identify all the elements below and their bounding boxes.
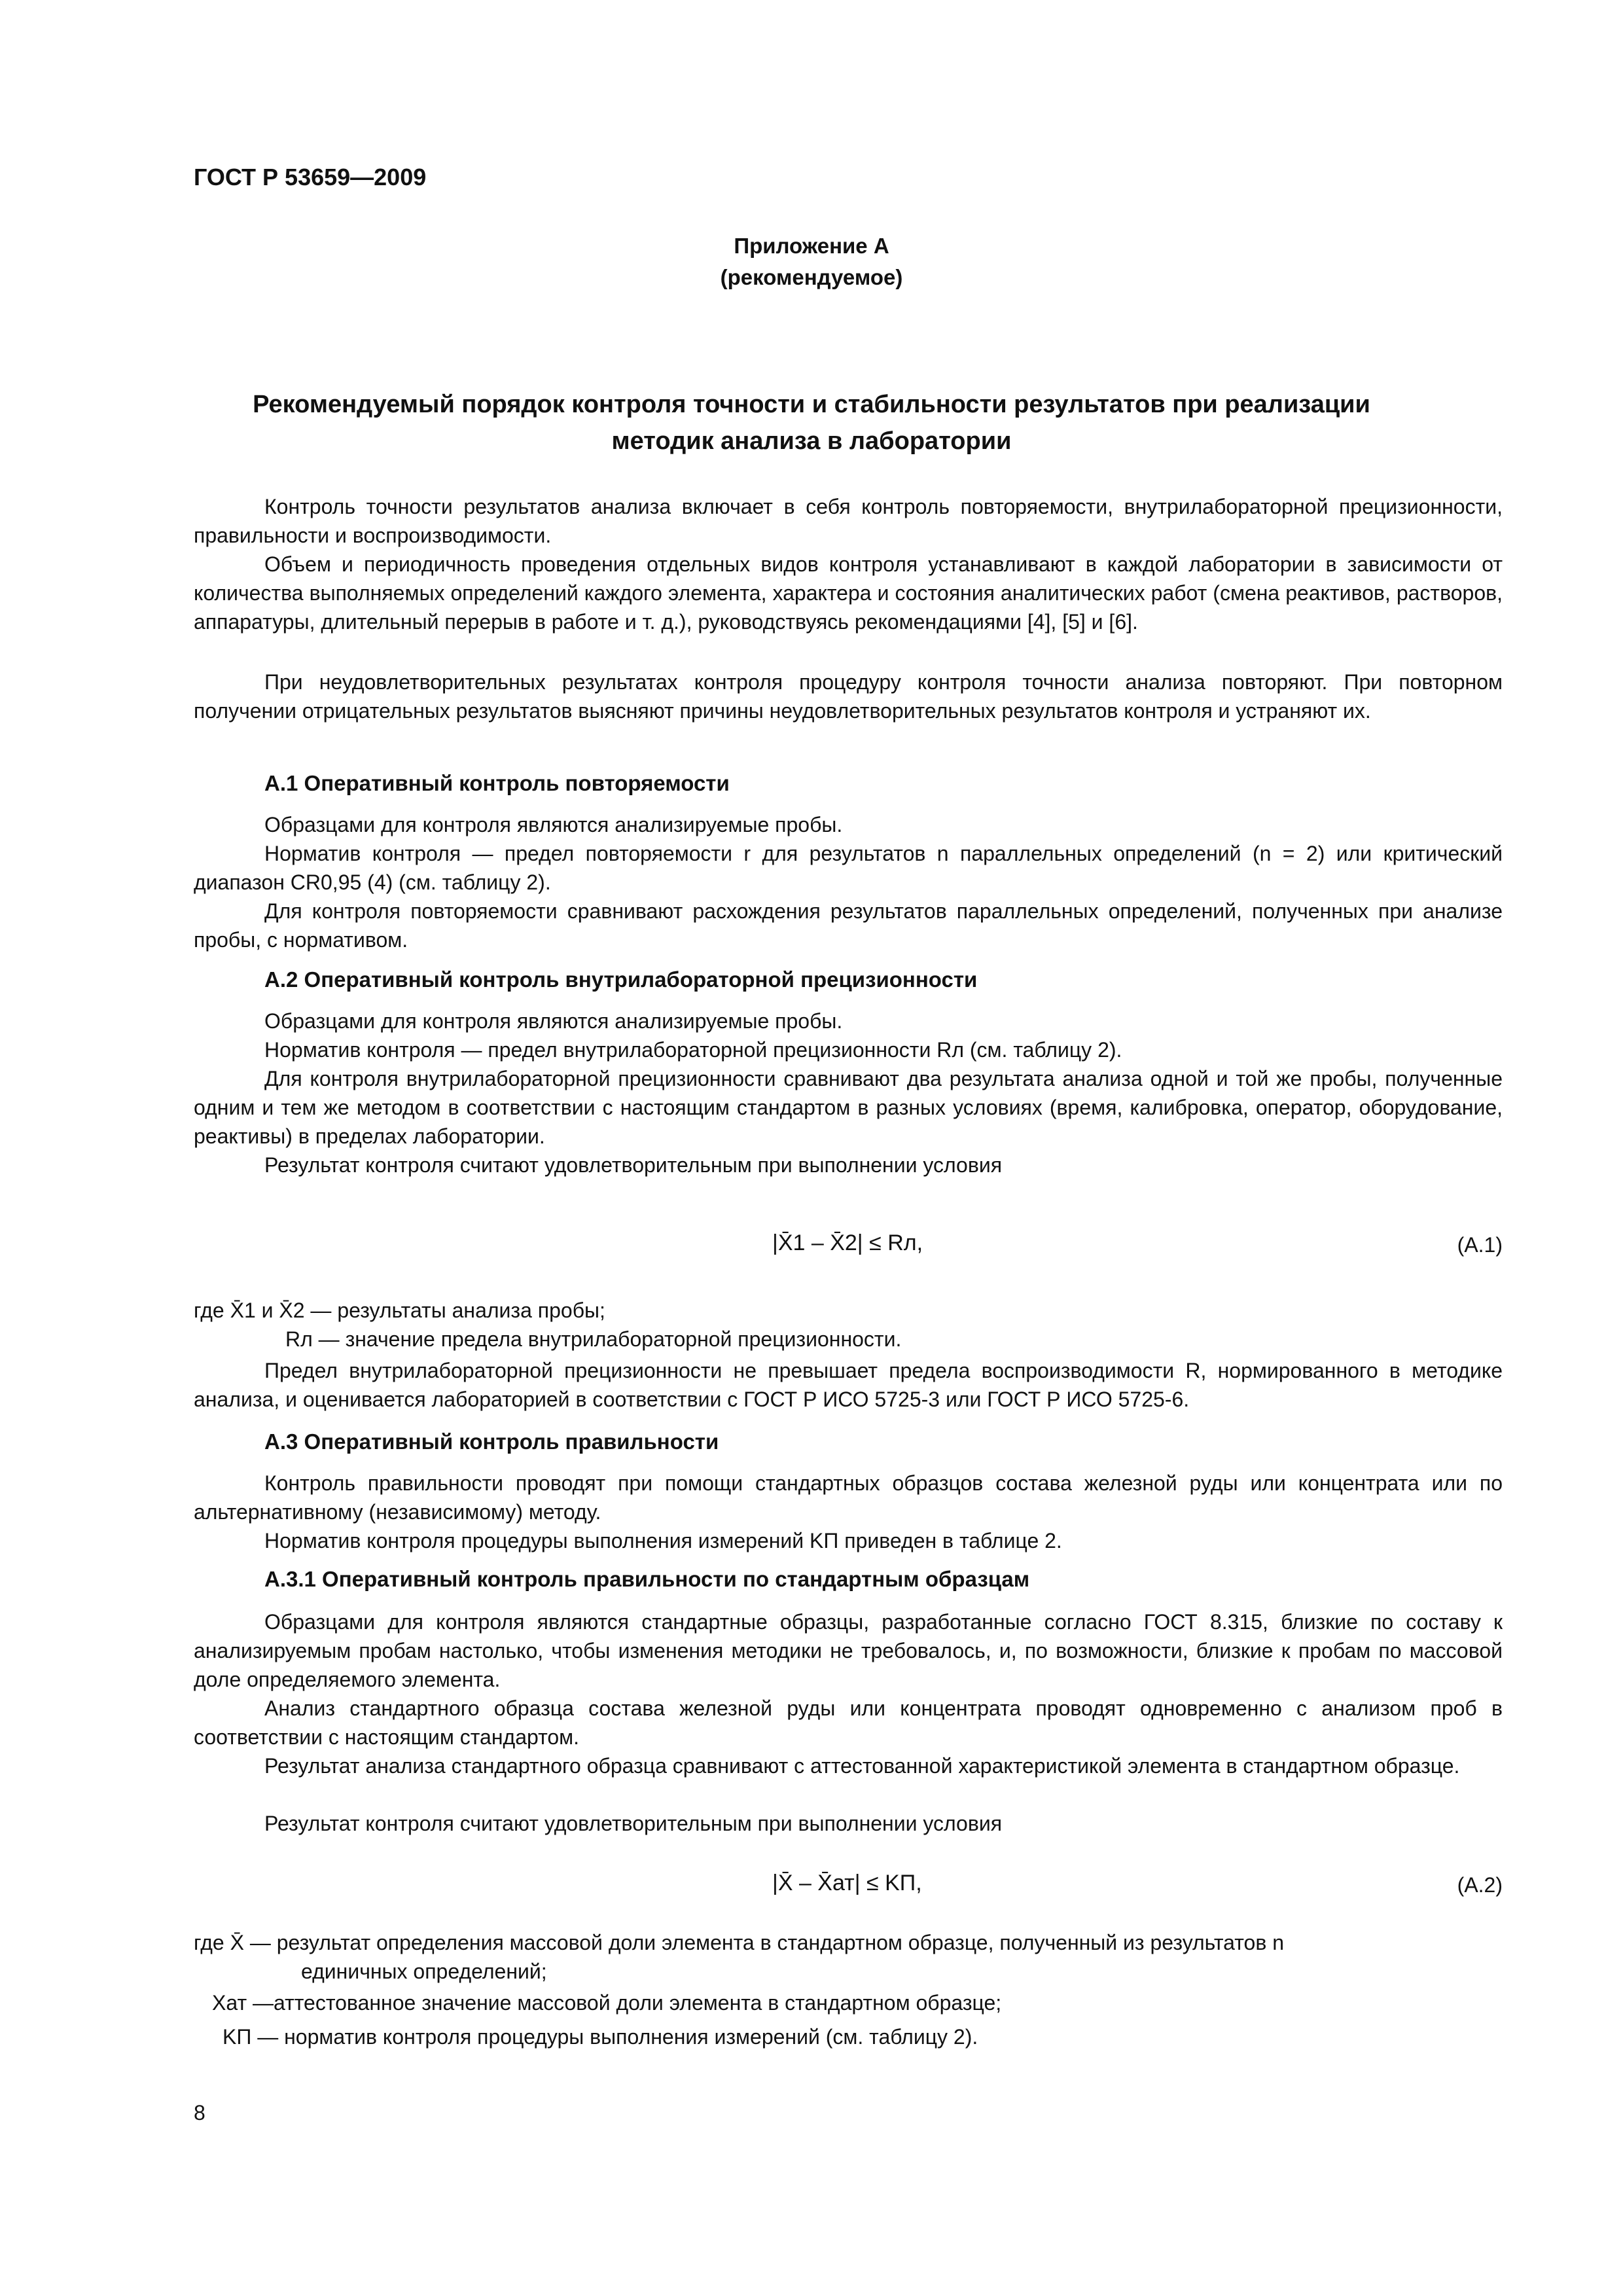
a31-paragraph-1: Образцами для контроля являются стандартные образцы, разработанные согласно ГОСТ 8.315, близкие по составу к анализируемым пробам настолько, чтобы изменения методики не требовалось, и, по возможности, близкие к пробам по массовой доле определяемого элемента.: [194, 1610, 1503, 1691]
a3-paragraph-2: Норматив контроля процедуры выполнения измерений KП приведен в таблице 2.: [264, 1529, 1062, 1552]
section-a2-heading: А.2 Оперативный контроль внутрилабораторной прецизионности: [264, 967, 978, 992]
intro-paragraph-2: Объем и периодичность проведения отдельных видов контроля устанавливают в каждой лаборатории в зависимости от количества выполняемых определений каждого элемента, характера и состояния аналитических работ (смена реактивов, растворов, аппаратуры, длительный перерыв в работе и т. д.), руководствуясь рекомендациями [4], [5] и [6].: [194, 552, 1503, 634]
a31-where-1b: единичных определений;: [301, 1960, 547, 1983]
intro-paragraph-3: При неудовлетворительных результатах контроля процедуру контроля точности анализа повторяют. При повторном получении отрицательных результатов выясняют причины неудовлетворительных результатов контроля и устраняют их.: [194, 670, 1503, 723]
section-a31-heading: А.3.1 Оперативный контроль правильности по стандартным образцам: [264, 1567, 1030, 1591]
a2-paragraph-3: Для контроля внутрилабораторной прецизионности сравнивают два результата анализа одной и той же пробы, полученные одним и тем же методом в соответствии с настоящим стандартом в разных условиях (время, калибровка, оператор, оборудование, реактивы) в пределах лаборатории.: [194, 1067, 1503, 1148]
a31-where-3: KП — норматив контроля процедуры выполнения измерений (см. таблицу 2).: [223, 2025, 978, 2049]
formula-a1-number: (А.1): [1457, 1233, 1503, 1257]
title-line-1: Рекомендуемый порядок контроля точности и стабильности результатов при реализации: [253, 391, 1370, 418]
a1-paragraph-1: Образцами для контроля являются анализируемые пробы.: [264, 813, 843, 836]
a31-paragraph-2: Анализ стандартного образца состава железной руды или концентрата проводят одновременно с анализом проб в соответствии с настоящим стандартом.: [194, 1696, 1503, 1749]
appendix-kind: (рекомендуемое): [720, 265, 903, 289]
section-a1-heading: А.1 Оперативный контроль повторяемости: [264, 771, 730, 795]
document-id: ГОСТ Р 53659—2009: [194, 164, 427, 190]
a2-where-1: где X̄1 и X̄2 — результаты анализа пробы;: [194, 1299, 605, 1322]
formula-a2: |X̄ – X̄ат| ≤ KП,: [772, 1871, 922, 1895]
appendix-label: Приложение А: [734, 234, 889, 258]
a1-paragraph-3: Для контроля повторяемости сравнивают расхождения результатов параллельных определений, полученных при анализе пробы, с нормативом.: [194, 899, 1503, 952]
a31-paragraph-4: Результат контроля считают удовлетворительным при выполнении условия: [264, 1812, 1003, 1835]
a1-paragraph-2: Норматив контроля — предел повторяемости r для результатов n параллельных определений (n = 2) или критический диапазон CR0,95 (4) (см. таблицу 2).: [194, 842, 1503, 894]
formula-a2-number: (А.2): [1457, 1873, 1503, 1897]
a2-paragraph-5: Предел внутрилабораторной прецизионности не превышает предела воспроизводимости R, нормированного в методике анализа, и оценивается лабораторией в соответствии с ГОСТ Р ИСО 5725-3 или ГОСТ Р ИСО 5725-6.: [194, 1359, 1503, 1411]
a31-where-1: где X̄ — результат определения массовой доли элемента в стандартном образце, полученный из результатов n: [194, 1931, 1284, 1954]
intro-paragraph-1: Контроль точности результатов анализа включает в себя контроль повторяемости, внутрилабораторной прецизионности, правильности и воспроизводимости.: [194, 495, 1503, 547]
section-a3-heading: А.3 Оперативный контроль правильности: [264, 1429, 719, 1454]
formula-a1: |X̄1 – X̄2| ≤ Rл,: [772, 1230, 923, 1255]
a31-where-2: Xат —аттестованное значение массовой доли элемента в стандартном образце;: [212, 1991, 1002, 2015]
a2-paragraph-1: Образцами для контроля являются анализируемые пробы.: [264, 1009, 843, 1033]
page-number: 8: [194, 2101, 205, 2125]
a2-paragraph-4: Результат контроля считают удовлетворительным при выполнении условия: [264, 1153, 1003, 1177]
title-line-2: методик анализа в лаборатории: [611, 427, 1012, 455]
a2-paragraph-2: Норматив контроля — предел внутрилабораторной прецизионности Rл (см. таблицу 2).: [264, 1038, 1122, 1062]
a2-where-2: Rл — значение предела внутрилабораторной прецизионности.: [285, 1327, 902, 1351]
a31-paragraph-3: Результат анализа стандартного образца сравнивают с аттестованной характеристикой элемента в стандартном образце.: [264, 1754, 1460, 1778]
a3-paragraph-1: Контроль правильности проводят при помощи стандартных образцов состава железной руды или концентрата или по альтернативному (независимому) методу.: [194, 1471, 1503, 1524]
